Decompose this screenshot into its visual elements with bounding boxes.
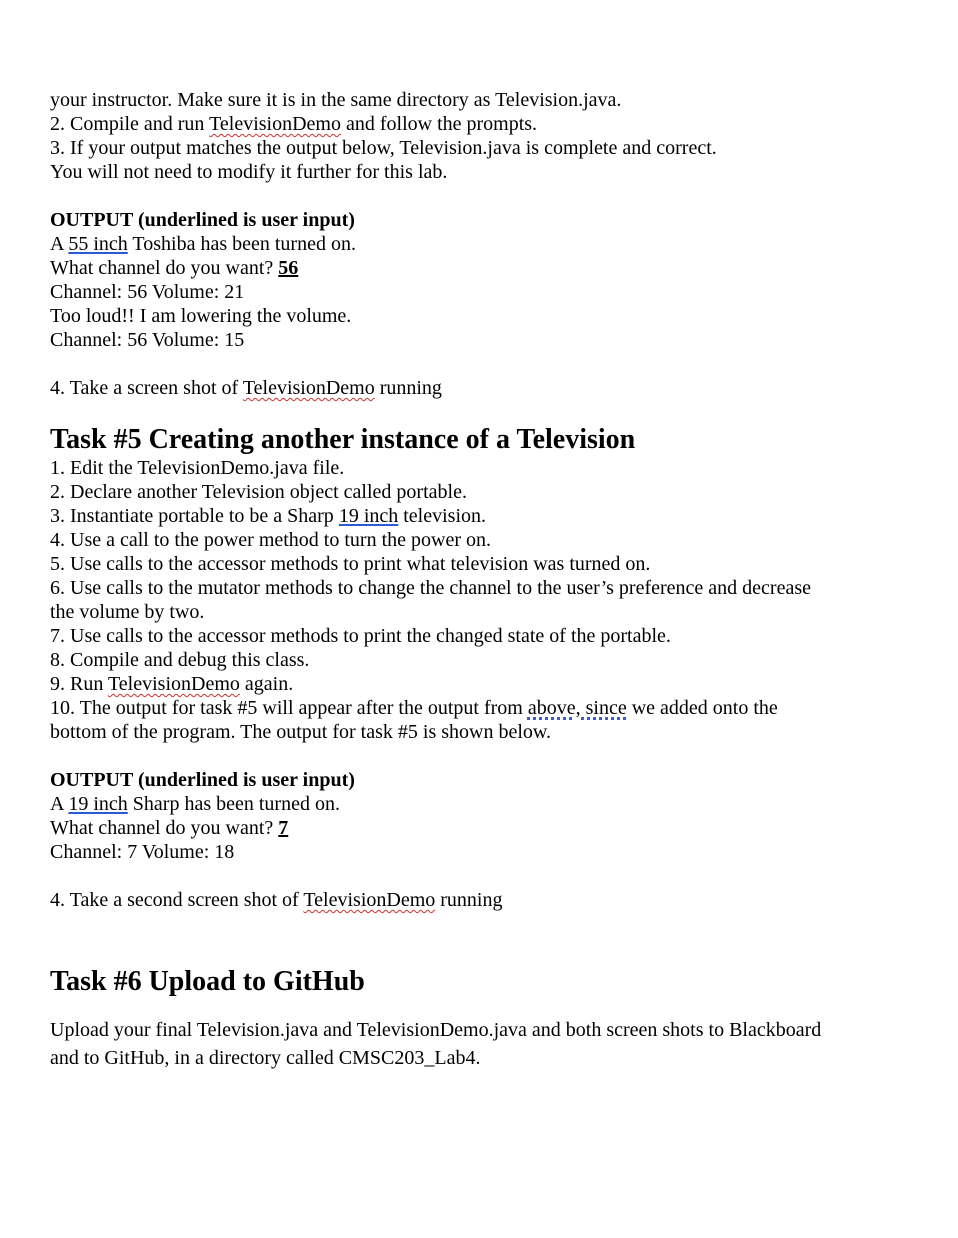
task5-step-6b: the volume by two.: [50, 601, 205, 623]
output1-step4-text: 4. Take a screen shot of: [50, 377, 243, 399]
output1-l1-suffix: Toshiba has been turned on.: [127, 233, 356, 255]
task6-line-1: Upload your final Television.java and TelevisionDemo.java and both screen shots to Blackboard: [50, 1019, 822, 1041]
output2-l1-suffix: Sharp has been turned on.: [127, 793, 340, 815]
spellcheck-word: TelevisionDemo: [107, 673, 240, 695]
task5-step-6a: 6. Use calls to the mutator methods to change the channel to the user’s preference and decrease: [50, 577, 811, 599]
task5-s10-end: we added onto the: [626, 697, 778, 719]
intro-line-2-text: 2. Compile and run: [50, 113, 210, 135]
spellcheck-word: TelevisionDemo: [209, 113, 341, 135]
task5-step-10: [50, 696, 930, 720]
output-heading-1: OUTPUT (underlined is user input): [50, 209, 355, 231]
document-page: [50, 88, 930, 1072]
output2-line-3: Channel: 7 Volume: 18: [50, 841, 235, 863]
task5-s9-text: 9. Run: [50, 673, 108, 695]
grammar-flag-19-inch: 19 inch: [68, 793, 128, 815]
task6-paragraph: [50, 1016, 930, 1072]
output2-l2-prompt: What channel do you want?: [50, 817, 279, 839]
intro-line-3: 3. If your output matches the output below, Television.java is complete and correct.: [50, 137, 717, 159]
task5-s10-text: 10. The output for task #5 will appear after the output from: [50, 697, 528, 719]
task6-line-2: and to GitHub, in a directory called CMSC203_Lab4.: [50, 1047, 481, 1069]
task5-step-2: 2. Declare another Television object called portable.: [50, 481, 467, 503]
output2-step4-end: running: [435, 889, 503, 911]
intro-line-4: You will not need to modify it further for this lab.: [50, 161, 448, 183]
output2-step-4: [50, 888, 930, 912]
intro-line-1: your instructor. Make sure it is in the same directory as Television.java.: [50, 89, 622, 111]
output1-line-2: [50, 256, 930, 280]
task5-s3-text: 3. Instantiate portable to be a Sharp: [50, 505, 339, 527]
task5-step-1: 1. Edit the TelevisionDemo.java file.: [50, 457, 345, 479]
output1-line-3: Channel: 56 Volume: 21: [50, 281, 245, 303]
user-input-7: 7: [278, 817, 289, 839]
output1-l2-prompt: What channel do you want?: [50, 257, 279, 279]
output1-l1-prefix: A: [50, 233, 69, 255]
task5-step-4: 4. Use a call to the power method to turn the power on.: [50, 529, 491, 551]
output2-line-1: [50, 792, 930, 816]
task5-step-8: 8. Compile and debug this class.: [50, 649, 310, 671]
spellcheck-word: TelevisionDemo: [242, 377, 375, 399]
output1-line-5: Channel: 56 Volume: 15: [50, 329, 245, 351]
grammar-flag-19-inch: 19 inch: [338, 505, 399, 527]
output2-line-2: [50, 816, 930, 840]
spellcheck-word: TelevisionDemo: [303, 889, 436, 911]
user-input-56: 56: [278, 257, 299, 279]
output2-l1-prefix: A: [50, 793, 69, 815]
task5-s9-end: again.: [239, 673, 294, 695]
output1-line-4: Too loud!! I am lowering the volume.: [50, 305, 352, 327]
intro-line-2: [50, 112, 930, 136]
output1-step4-end: running: [374, 377, 442, 399]
grammar-flag-55-inch: 55 inch: [68, 233, 128, 255]
task5-step-3: [50, 504, 930, 528]
intro-line-2-text-end: and follow the prompts.: [340, 113, 538, 135]
task5-step-5: 5. Use calls to the accessor methods to print what television was turned on.: [50, 553, 651, 575]
output2-step4-text: 4. Take a second screen shot of: [50, 889, 304, 911]
task5-heading: Task #5 Creating another instance of a Television: [50, 424, 636, 455]
task5-step-10b: bottom of the program. The output for task #5 is shown below.: [50, 721, 552, 743]
task5-s3-end: television.: [398, 505, 487, 527]
output1-step-4: [50, 376, 930, 400]
output-heading-2: OUTPUT (underlined is user input): [50, 769, 355, 791]
output1-line-1: [50, 232, 930, 256]
task6-heading: Task #6 Upload to GitHub: [50, 966, 365, 997]
task5-step-9: [50, 672, 930, 696]
grammar-flag-above-since: above, since: [527, 697, 627, 719]
task5-step-7: 7. Use calls to the accessor methods to print the changed state of the portable.: [50, 625, 671, 647]
